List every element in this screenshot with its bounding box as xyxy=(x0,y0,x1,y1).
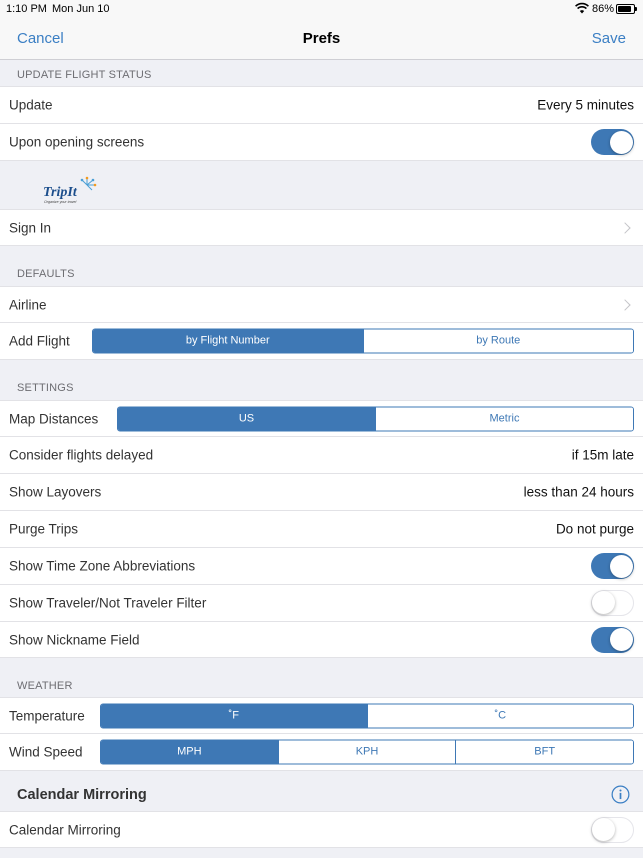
add-flight-option-0[interactable]: by Flight Number xyxy=(93,330,363,353)
airline-row[interactable] xyxy=(0,286,643,323)
update-row[interactable] xyxy=(0,86,643,124)
traveler-filter-toggle[interactable] xyxy=(591,590,634,616)
wind-speed-segmented-control[interactable] xyxy=(100,740,634,765)
status-time: 1:10 PM xyxy=(6,3,47,15)
consider-delayed-label: Consider flights delayed xyxy=(9,447,154,463)
update-label: Update xyxy=(9,97,53,113)
section-header-defaults: DEFAULTS xyxy=(17,268,75,280)
show-layovers-label: Show Layovers xyxy=(9,484,102,500)
wind-speed-label: Wind Speed xyxy=(9,744,83,760)
map-distances-segmented-control[interactable] xyxy=(117,406,634,431)
add-flight-label: Add Flight xyxy=(9,333,70,349)
wifi-icon xyxy=(575,2,589,14)
temperature-label: Temperature xyxy=(9,708,85,723)
purge-trips-row[interactable] xyxy=(0,511,643,548)
upon-opening-toggle[interactable] xyxy=(591,129,634,155)
time-zone-label: Show Time Zone Abbreviations xyxy=(9,558,196,574)
info-icon[interactable] xyxy=(611,785,630,804)
map-distances-option-1[interactable]: Metric xyxy=(375,407,633,430)
map-distances-label: Map Distances xyxy=(9,411,99,426)
add-flight-row xyxy=(0,323,643,360)
section-header-settings: SETTINGS xyxy=(17,382,74,394)
upon-opening-row xyxy=(0,124,643,161)
navigation-bar xyxy=(0,18,643,60)
calendar-mirroring-toggle[interactable] xyxy=(591,817,634,843)
calendar-mirroring-label: Calendar Mirroring xyxy=(9,822,121,837)
purge-trips-label: Purge Trips xyxy=(9,521,79,537)
calendar-mirroring-row xyxy=(0,811,643,848)
cancel-button[interactable]: Cancel xyxy=(17,30,64,47)
chevron-right-icon xyxy=(619,222,630,233)
update-value: Every 5 minutes xyxy=(537,97,634,113)
battery-percent: 86% xyxy=(591,3,614,15)
add-flight-option-1[interactable]: by Route xyxy=(363,330,634,353)
consider-delayed-value: if 15m late xyxy=(571,447,634,463)
wind-speed-option-0[interactable]: MPH xyxy=(101,741,278,764)
status-date: Mon Jun 10 xyxy=(52,3,110,15)
battery-icon xyxy=(616,4,635,14)
chevron-right-icon xyxy=(619,299,630,310)
add-flight-segmented-control[interactable] xyxy=(92,329,634,354)
map-distances-option-0[interactable]: US xyxy=(118,407,375,430)
tripit-logo-tagline: Organize your travel xyxy=(44,200,77,204)
status-bar xyxy=(0,0,643,18)
tripit-logo xyxy=(42,175,98,205)
purge-trips-value: Do not purge xyxy=(555,521,634,537)
traveler-filter-row xyxy=(0,585,643,622)
time-zone-row xyxy=(0,548,643,585)
section-header-weather: WEATHER xyxy=(17,680,73,692)
save-button[interactable]: Save xyxy=(591,30,626,47)
temperature-option-1[interactable]: ˚C xyxy=(367,704,634,727)
temperature-segmented-control[interactable] xyxy=(100,703,634,728)
tripit-sign-in-row[interactable] xyxy=(0,209,643,246)
show-layovers-row[interactable] xyxy=(0,474,643,511)
show-layovers-value: less than 24 hours xyxy=(523,484,634,500)
nickname-field-label: Show Nickname Field xyxy=(9,632,140,647)
tripit-logo-text: TripIt xyxy=(43,185,77,200)
nickname-field-row xyxy=(0,622,643,658)
upon-opening-label: Upon opening screens xyxy=(9,134,145,150)
nickname-field-toggle[interactable] xyxy=(591,627,634,653)
temperature-row xyxy=(0,697,643,734)
consider-delayed-row[interactable] xyxy=(0,437,643,474)
section-header-calendar-mirroring: Calendar Mirroring xyxy=(17,787,147,803)
wind-speed-option-1[interactable]: KPH xyxy=(278,741,456,764)
sign-in-label: Sign In xyxy=(9,220,52,235)
temperature-option-0[interactable]: ˚F xyxy=(101,704,367,727)
traveler-filter-label: Show Traveler/Not Traveler Filter xyxy=(9,595,207,611)
airline-label: Airline xyxy=(9,297,47,312)
map-distances-row xyxy=(0,400,643,437)
section-header-update-flight-status: UPDATE FLIGHT STATUS xyxy=(17,69,152,81)
page-title: Prefs xyxy=(302,30,341,47)
wind-speed-option-2[interactable]: BFT xyxy=(455,741,633,764)
wind-speed-row xyxy=(0,734,643,771)
time-zone-toggle[interactable] xyxy=(591,553,634,579)
